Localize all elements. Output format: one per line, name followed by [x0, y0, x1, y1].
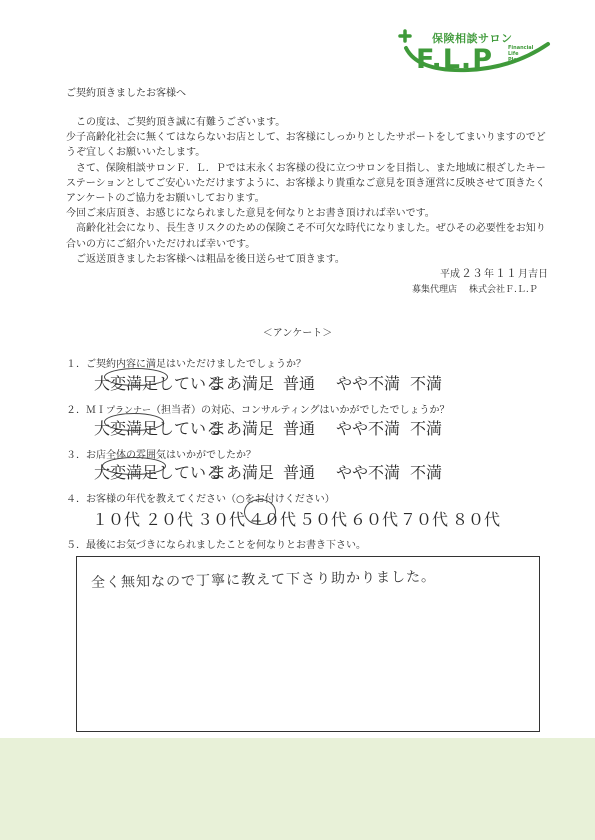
handwritten-comment: 全く無知なので丁寧に教えて下さり助かりました。 [90, 568, 437, 592]
q1-option: 大変満足している [94, 374, 223, 393]
q1-option: やや不満 [336, 374, 401, 393]
q2-option: やや不満 [336, 419, 401, 438]
q3-option: 普通 [283, 463, 316, 482]
question-1: １．ご契約内容に満足はいただけましたでしょうか？ [66, 359, 306, 370]
letter-paragraph: この度は、ご契約頂き誠に有難うございます。 [66, 117, 286, 128]
logo-subtitle: Financial Life Plan [508, 45, 534, 63]
logo-mark: F.L.P [416, 44, 493, 75]
q4-option: ３０代 [197, 510, 246, 529]
q4-option: ５０代 [299, 510, 348, 529]
q4-option: ４０代 [248, 510, 297, 529]
agency-label: 募集代理店 [412, 285, 458, 295]
question-4-options [0, 507, 595, 529]
handwritten-month: １１ [495, 267, 517, 280]
survey-heading: ＜アンケート＞ [262, 328, 333, 339]
footer-band [0, 738, 595, 840]
agency-company: 株式会社Ｆ.Ｌ.Ｐ [469, 285, 538, 295]
q4-option: ８０代 [452, 510, 501, 529]
letter-paragraph: 少子高齢化社会に無くてはならないお店として、お客様にしっかりとしたサポートをしてまいりますのでどうぞ宜しくお願いいたします。 [66, 132, 546, 159]
q1-option: 不満 [410, 374, 443, 393]
q3-option: 不満 [410, 463, 443, 482]
agency-line [412, 282, 538, 295]
question-1-options [0, 371, 595, 393]
question-3: ３．お店全体の雰囲気はいかがでしたか？ [66, 450, 256, 461]
q3-option: やや不満 [336, 463, 401, 482]
q2-option: 不満 [410, 419, 443, 438]
q2-option: 大変満足している [94, 419, 223, 438]
q3-option: まあ満足 [210, 463, 275, 482]
q1-option: 普通 [283, 374, 316, 393]
q4-option: １０代 [92, 510, 141, 529]
q1-option: まあ満足 [210, 374, 275, 393]
letter-paragraph: 今回ご来店頂き、お感じになられました意見を何なりとお書き頂ければ幸いです。 [66, 208, 435, 220]
question-2: ２．ＭＩプランナー（担当者）の対応、コンサルティングはいかがでしたでしょうか？ [66, 405, 450, 416]
letter-paragraph: 高齢化社会になり、長生きリスクのための保険こそ不可欠な時代になりました。ぜひその必要性をお知り合いの方にご紹介いただければ幸いです。 [66, 223, 546, 250]
question-3-options [0, 460, 595, 482]
question-2-options [0, 416, 595, 438]
comment-box [76, 556, 540, 732]
greeting: ご契約頂きましたお客様へ [66, 88, 186, 99]
q4-option: ７０代 [400, 510, 449, 529]
letter-paragraph: さて、保険相談サロンＦ．Ｌ．Ｐでは末永くお客様の役に立つサロンを目指し、また地域に根ざしたキーステーションとしてご安心いただけますように、お客様より貴重なご意見を頂き運営に反映させて頂きたくアンケートのご協力をお願いしております。 [66, 162, 546, 205]
handwritten-planner: プランナー [106, 406, 152, 416]
flp-logo [398, 26, 558, 84]
selection-circle [104, 413, 164, 431]
q2-option: 普通 [283, 419, 316, 438]
question-4: ４．お客様の年代を教えてください（○をお付けください） [66, 494, 335, 505]
selection-circle [102, 457, 166, 475]
handwritten-year: ２３ [461, 267, 483, 280]
logo-title: 保険相談サロン [432, 32, 513, 45]
selection-circle [244, 499, 276, 525]
q3-option: 大変満足している [94, 463, 223, 482]
selection-circle [104, 368, 168, 386]
letter-paragraph: ご返送頂きましたお客様へは粗品を後日送らせて頂きます。 [66, 253, 345, 265]
question-5: ５．最後にお気づきになられましたことを何なりとお書き下さい。 [66, 540, 366, 551]
date-line: 平成２３年１１月吉日 [440, 267, 548, 280]
q2-option: まあ満足 [210, 419, 275, 438]
q4-option: ６０代 [350, 510, 399, 529]
q4-option: ２０代 [145, 510, 194, 529]
letter-body [66, 115, 552, 267]
